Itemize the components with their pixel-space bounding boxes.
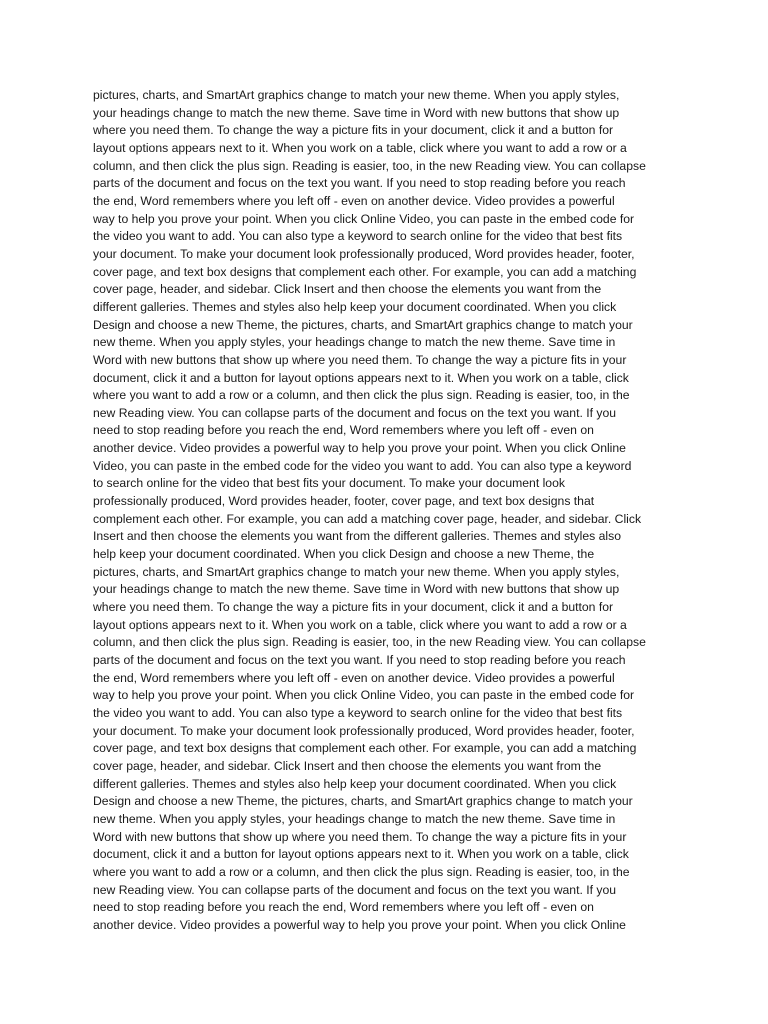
text-line: pictures, charts, and SmartArt graphics change to match your new theme. When you apply styles, <box>93 88 620 102</box>
text-line: layout options appears next to it. When you work on a table, click where you want to add a row or a <box>93 617 627 632</box>
text-line: Video, you can paste in the embed code for the video you want to add. You can also type a keyword <box>93 458 632 473</box>
text-line: professionally produced, Word provides header, footer, cover page, and text box designs that <box>93 494 595 509</box>
text-line: your headings change to match the new theme. Save time in Word with new buttons that show up <box>93 582 620 597</box>
text-line: need to stop reading before you reach the end, Word remembers where you left off - even on <box>93 423 594 438</box>
text-line: cover page, header, and sidebar. Click Insert and then choose the elements you want from the <box>93 282 602 297</box>
text-line: where you need them. To change the way a picture fits in your document, click it and a button for <box>93 123 614 138</box>
text-line: new theme. When you apply styles, your headings change to match the new theme. Save time in <box>93 335 616 350</box>
text-line: document, click it and a button for layout options appears next to it. When you work on a table, click <box>93 847 629 862</box>
text-line: pictures, charts, and SmartArt graphics change to match your new theme. When you apply styles, <box>93 564 620 579</box>
text-line: different galleries. Themes and styles also help keep your document coordinated. When you click <box>93 299 617 314</box>
text-line: cover page, and text box designs that complement each other. For example, you can add a matching <box>93 264 637 279</box>
text-line: way to help you prove your point. When you click Online Video, you can paste in the embed code for <box>93 688 635 703</box>
text-line: new Reading view. You can collapse parts of the document and focus on the text you want. If you <box>93 882 617 897</box>
text-line: cover page, and text box designs that complement each other. For example, you can add a matching <box>93 741 637 756</box>
text-line: need to stop reading before you reach the end, Word remembers where you left off - even on <box>93 900 594 915</box>
text-line: parts of the document and focus on the text you want. If you need to stop reading before you reach <box>93 653 626 667</box>
text-line: the end, Word remembers where you left off - even on another device. Video provides a powerful <box>93 670 615 685</box>
text-line: Design and choose a new Theme, the pictures, charts, and SmartArt graphics change to match your <box>93 317 633 332</box>
text-line: where you want to add a row or a column, and then click the plus sign. Reading is easier, too, in the <box>93 864 630 879</box>
text-line: your document. To make your document look professionally produced, Word provides header, footer, <box>93 246 635 261</box>
text-line: new theme. When you apply styles, your headings change to match the new theme. Save time in <box>93 811 616 826</box>
text-line: your headings change to match the new theme. Save time in Word with new buttons that show up <box>93 105 620 120</box>
text-line: new Reading view. You can collapse parts of the document and focus on the text you want. If you <box>93 405 617 420</box>
text-line: cover page, header, and sidebar. Click Insert and then choose the elements you want from the <box>93 758 602 773</box>
text-line: parts of the document and focus on the text you want. If you need to stop reading before you reach <box>93 176 626 191</box>
text-line: Word with new buttons that show up where you need them. To change the way a picture fits in your <box>93 352 627 367</box>
text-line: Design and choose a new Theme, the pictures, charts, and SmartArt graphics change to match your <box>93 794 633 809</box>
text-line: help keep your document coordinated. When you click Design and choose a new Theme, the <box>93 547 595 562</box>
text-line: column, and then click the plus sign. Reading is easier, too, in the new Reading view. You can collapse <box>93 158 646 173</box>
text-line: way to help you prove your point. When you click Online Video, you can paste in the embed code for <box>93 211 635 226</box>
text-line: your document. To make your document look professionally produced, Word provides header, footer, <box>93 723 635 738</box>
text-line: another device. Video provides a powerful way to help you prove your point. When you click Online <box>93 917 626 932</box>
text-line: where you need them. To change the way a picture fits in your document, click it and a button for <box>93 600 614 615</box>
text-line: document, click it and a button for layout options appears next to it. When you work on a table, click <box>93 370 629 385</box>
text-line: Word with new buttons that show up where you need them. To change the way a picture fits in your <box>93 829 627 844</box>
text-line: different galleries. Themes and styles also help keep your document coordinated. When you click <box>93 776 617 791</box>
text-line: complement each other. For example, you can add a matching cover page, header, and sidebar. Click <box>93 511 642 526</box>
text-line: where you want to add a row or a column, and then click the plus sign. Reading is easier, too, in the <box>93 388 630 403</box>
text-line: column, and then click the plus sign. Reading is easier, too, in the new Reading view. You can collapse <box>93 635 646 650</box>
text-line: layout options appears next to it. When you work on a table, click where you want to add a row or a <box>93 140 627 155</box>
text-line: the video you want to add. You can also type a keyword to search online for the video that best fits <box>93 229 623 244</box>
text-line: Insert and then choose the elements you want from the different galleries. Themes and styles also <box>93 529 621 544</box>
body-paragraph <box>93 87 683 935</box>
text-line: the video you want to add. You can also type a keyword to search online for the video that best fits <box>93 705 623 720</box>
text-line: another device. Video provides a powerful way to help you prove your point. When you click Online <box>93 441 626 456</box>
text-line: the end, Word remembers where you left off - even on another device. Video provides a powerful <box>93 193 615 208</box>
text-line: to search online for the video that best fits your document. To make your document look <box>93 476 565 491</box>
